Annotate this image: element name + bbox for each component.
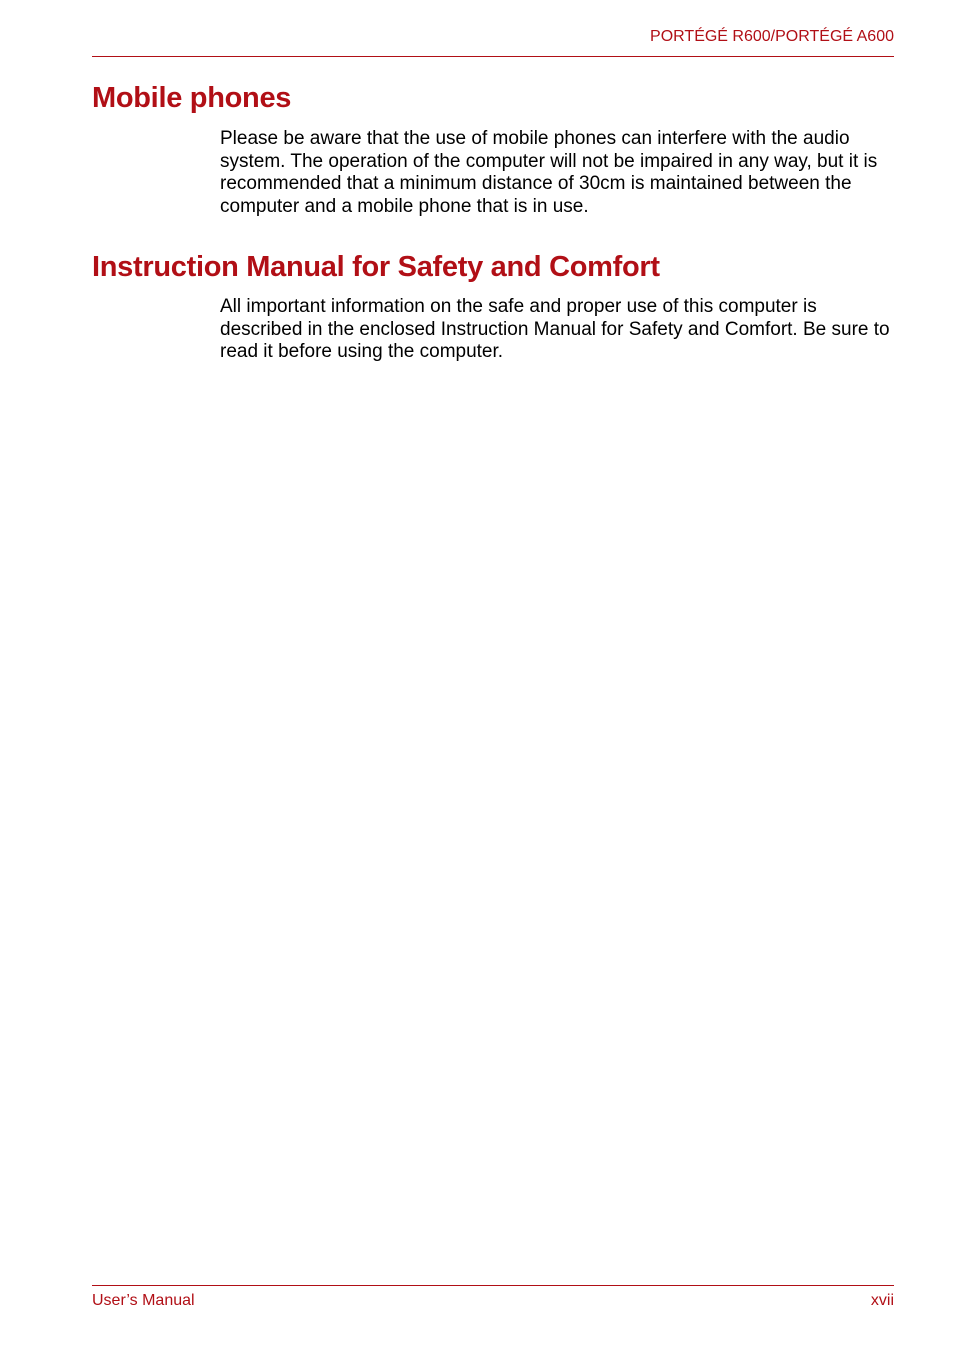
- page-number: xvii: [870, 1292, 894, 1309]
- section-body-mobile-phones: Please be aware that the use of mobile phones can interfere with the audio system. The operation of the computer will not be impaired in any way, but it is recommended that a minimum distance of 30cm is maintained between the computer and a mobile phone that is in use.: [220, 128, 878, 218]
- header-divider: [92, 56, 894, 57]
- section-heading-mobile-phones: Mobile phones: [92, 82, 292, 114]
- running-header-title: PORTÉGÉ R600/PORTÉGÉ A600: [650, 28, 894, 45]
- footer-divider: [92, 1285, 894, 1286]
- footer-manual-title: User’s Manual: [92, 1292, 195, 1309]
- section-heading-instruction-manual: Instruction Manual for Safety and Comfort: [92, 251, 660, 283]
- section-body-instruction-manual: All important information on the safe and proper use of this computer is described in the enclosed Instruction Manual for Safety and Comfort. Be sure to read it before using the computer.: [220, 296, 890, 363]
